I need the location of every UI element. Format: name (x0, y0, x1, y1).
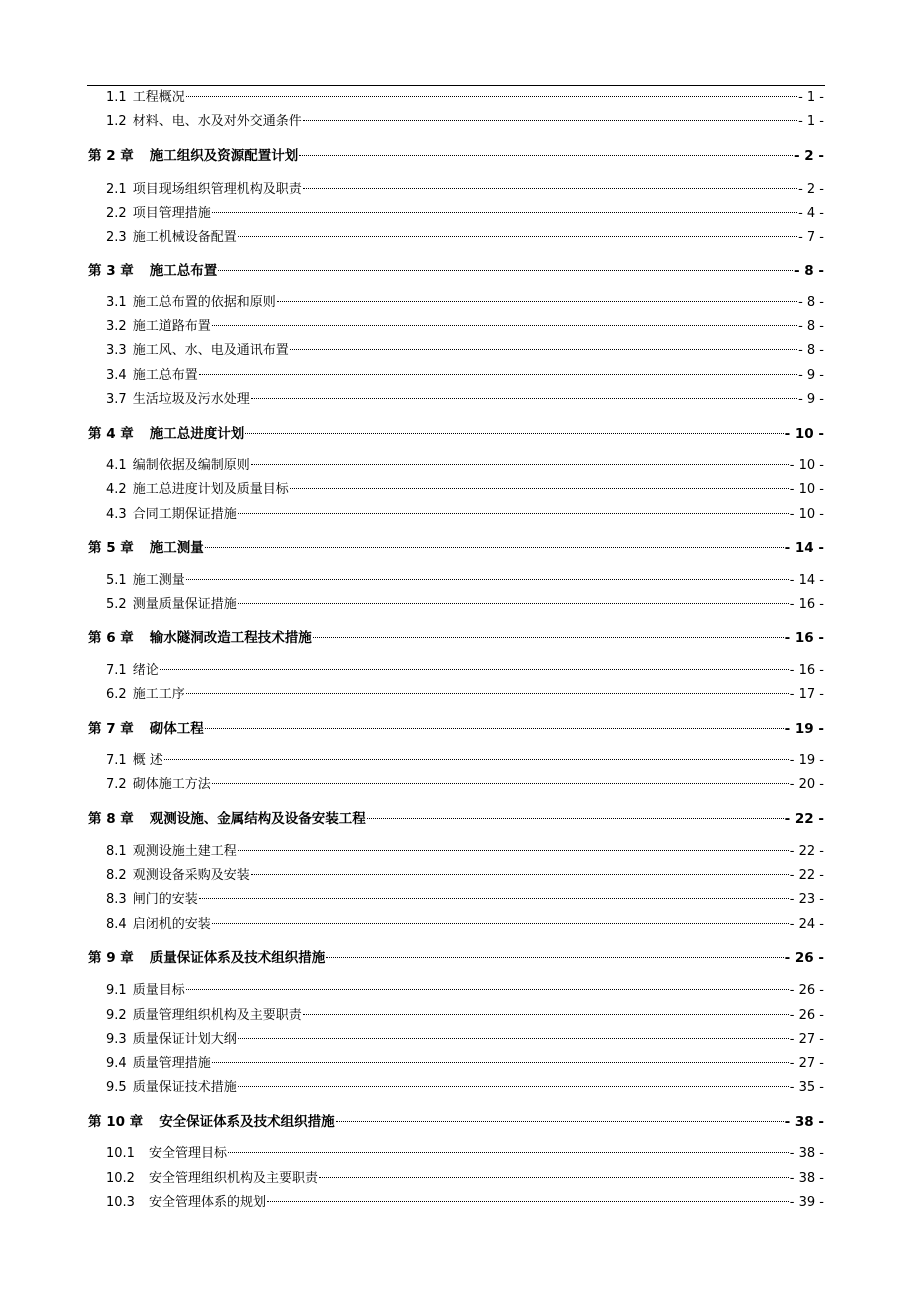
toc-section-entry[interactable] (106, 341, 824, 361)
toc-section-entry[interactable] (106, 366, 824, 386)
toc-number: 6.2 (106, 687, 127, 702)
toc-title: 施工总进度计划及质量目标 (132, 482, 289, 497)
toc-page-number: - 9 - (798, 392, 824, 407)
toc-section-entry[interactable] (106, 890, 824, 910)
toc-number: 5.1 (106, 573, 127, 588)
toc-title: 质量保证技术措施 (132, 1080, 237, 1095)
toc-title: 施工道路布置 (132, 319, 211, 334)
dot-leader (238, 603, 789, 604)
toc-title: 生活垃圾及污水处理 (132, 392, 250, 407)
toc-number: 7.2 (106, 777, 127, 792)
toc-number: 第 2 章 (88, 148, 134, 164)
dot-leader (367, 818, 784, 819)
toc-page-number: - 2 - (798, 182, 824, 197)
toc-title: 安全管理体系的规划 (148, 1195, 266, 1210)
toc-number: 第 5 章 (88, 540, 134, 556)
toc-chapter-entry[interactable] (88, 948, 824, 968)
toc-number: 3.7 (106, 392, 127, 407)
toc-section-entry[interactable] (106, 456, 824, 476)
dot-leader (251, 398, 797, 399)
dot-leader (160, 669, 789, 670)
toc-page-number: - 8 - (798, 295, 824, 310)
toc-page-number: - 38 - (789, 1171, 824, 1186)
dot-leader (205, 547, 784, 548)
toc-title: 安全管理目标 (148, 1146, 227, 1161)
toc-page-number: - 10 - (789, 458, 824, 473)
toc-section-entry[interactable] (106, 981, 824, 1001)
toc-title: 闸门的安装 (132, 892, 198, 907)
dot-leader (277, 301, 797, 302)
toc-number: 1.2 (106, 114, 127, 129)
toc-number: 第 4 章 (88, 426, 134, 442)
toc-page-number: - 2 - (794, 148, 824, 164)
toc-number: 第 10 章 (88, 1114, 144, 1130)
toc-page-number: - 10 - (789, 482, 824, 497)
toc-page-number: - 23 - (789, 892, 824, 907)
dot-leader (186, 96, 797, 97)
toc-section-entry[interactable] (106, 915, 824, 935)
toc-title: 项目管理措施 (132, 206, 211, 221)
toc-title: 施工总布置的依据和原则 (132, 295, 276, 310)
toc-number: 7.1 (106, 663, 127, 678)
toc-title: 观测设施土建工程 (132, 844, 237, 859)
toc-section-entry[interactable] (106, 1054, 824, 1074)
toc-page-number: - 38 - (784, 1114, 824, 1130)
toc-section-entry[interactable] (106, 180, 824, 200)
toc-page-number: - 8 - (798, 343, 824, 358)
dot-leader (212, 783, 789, 784)
toc-title: 输水隧洞改造工程技术措施 (149, 630, 312, 646)
toc-section-entry[interactable] (106, 661, 824, 681)
toc-page-number: - 16 - (789, 597, 824, 612)
toc-title: 质量管理组织机构及主要职责 (132, 1008, 302, 1023)
toc-page-number: - 8 - (798, 319, 824, 334)
toc-page-number: - 9 - (798, 368, 824, 383)
toc-section-entry[interactable] (106, 390, 824, 410)
toc-title: 启闭机的安装 (132, 917, 211, 932)
dot-leader (212, 1062, 789, 1063)
dot-leader (336, 1121, 784, 1122)
toc-title: 质量目标 (132, 983, 185, 998)
toc-title: 施工工序 (132, 687, 185, 702)
toc-section-entry[interactable] (106, 1030, 824, 1050)
toc-title: 编制依据及编制原则 (132, 458, 250, 473)
toc-section-entry[interactable] (106, 317, 824, 337)
toc-page-number: - 19 - (789, 753, 824, 768)
toc-section-entry[interactable] (106, 1169, 824, 1189)
dot-leader (290, 349, 797, 350)
toc-page-number: - 22 - (789, 868, 824, 883)
toc-number: 第 6 章 (88, 630, 134, 646)
dot-leader (299, 155, 793, 156)
toc-number: 8.2 (106, 868, 127, 883)
toc-title: 观测设备采购及安装 (132, 868, 250, 883)
toc-number: 8.4 (106, 917, 127, 932)
toc-section-entry[interactable] (106, 571, 824, 591)
toc-page-number: - 20 - (789, 777, 824, 792)
toc-chapter-entry[interactable] (88, 538, 824, 558)
toc-number: 5.2 (106, 597, 127, 612)
dot-leader (212, 325, 797, 326)
toc-number: 第 9 章 (88, 950, 134, 966)
toc-title: 材料、电、水及对外交通条件 (132, 114, 302, 129)
dot-leader (164, 759, 789, 760)
toc-title: 施工机械设备配置 (132, 230, 237, 245)
toc-page-number: - 10 - (784, 426, 824, 442)
toc-title: 概 述 (132, 753, 163, 768)
toc-page-number: - 1 - (798, 90, 824, 105)
dot-leader (303, 188, 797, 189)
toc-title: 施工组织及资源配置计划 (149, 148, 299, 164)
toc-page-number: - 16 - (784, 630, 824, 646)
toc-number: 2.2 (106, 206, 127, 221)
dot-leader (245, 433, 783, 434)
toc-title: 工程概况 (132, 90, 185, 105)
toc-title: 砌体施工方法 (132, 777, 211, 792)
toc-title: 测量质量保证措施 (132, 597, 237, 612)
toc-page-number: - 8 - (794, 263, 824, 279)
toc-section-entry[interactable] (106, 88, 824, 108)
dot-leader (186, 989, 789, 990)
toc-section-entry[interactable] (106, 293, 824, 313)
toc-number: 10.3 (106, 1195, 135, 1210)
toc-number: 2.1 (106, 182, 127, 197)
toc-section-entry[interactable] (106, 1144, 824, 1164)
toc-section-entry[interactable] (106, 112, 824, 132)
dot-leader (251, 464, 789, 465)
toc-title: 施工总进度计划 (149, 426, 245, 442)
dot-leader (267, 1201, 789, 1202)
toc-section-entry[interactable] (106, 1193, 824, 1213)
toc-number: 4.3 (106, 507, 127, 522)
toc-chapter-entry[interactable] (88, 809, 824, 829)
toc-section-entry[interactable] (106, 842, 824, 862)
toc-page-number: - 24 - (789, 917, 824, 932)
toc-number: 第 3 章 (88, 263, 134, 279)
toc-section-entry[interactable] (106, 1078, 824, 1098)
dot-leader (303, 120, 797, 121)
dot-leader (238, 513, 789, 514)
dot-leader (303, 1014, 789, 1015)
toc-page-number: - 14 - (789, 573, 824, 588)
toc-page-number: - 27 - (789, 1032, 824, 1047)
toc-page-number: - 22 - (784, 811, 824, 827)
toc-number: 8.3 (106, 892, 127, 907)
toc-title: 安全管理组织机构及主要职责 (148, 1171, 318, 1186)
toc-section-entry[interactable] (106, 228, 824, 248)
toc-chapter-entry[interactable] (88, 719, 824, 739)
dot-leader (186, 693, 789, 694)
toc-page-number: - 19 - (784, 721, 824, 737)
dot-leader (238, 236, 797, 237)
toc-page-number: - 39 - (789, 1195, 824, 1210)
toc-chapter-entry[interactable] (88, 424, 824, 444)
dot-leader (319, 1177, 789, 1178)
dot-leader (326, 957, 783, 958)
toc-number: 3.4 (106, 368, 127, 383)
dot-leader (290, 488, 789, 489)
toc-section-entry[interactable] (106, 505, 824, 525)
toc-number: 9.2 (106, 1008, 127, 1023)
toc-number: 4.2 (106, 482, 127, 497)
toc-title: 质量保证计划大纲 (132, 1032, 237, 1047)
toc-title: 合同工期保证措施 (132, 507, 237, 522)
toc-number: 2.3 (106, 230, 127, 245)
toc-page-number: - 10 - (789, 507, 824, 522)
dot-leader (251, 874, 789, 875)
toc-title: 项目现场组织管理机构及职责 (132, 182, 302, 197)
toc-number: 9.1 (106, 983, 127, 998)
toc-section-entry[interactable] (106, 866, 824, 886)
dot-leader (205, 728, 784, 729)
toc-number: 3.2 (106, 319, 127, 334)
toc-page-number: - 17 - (789, 687, 824, 702)
dot-leader (238, 850, 789, 851)
toc-page-number: - 7 - (798, 230, 824, 245)
toc-page-number: - 26 - (789, 1008, 824, 1023)
toc-chapter-entry[interactable] (88, 1112, 824, 1132)
toc-section-entry[interactable] (106, 775, 824, 795)
dot-leader (199, 898, 789, 899)
dot-leader (313, 637, 784, 638)
toc-number: 10.2 (106, 1171, 135, 1186)
toc-section-entry[interactable] (106, 685, 824, 705)
toc-page-number: - 4 - (798, 206, 824, 221)
toc-chapter-entry[interactable] (88, 261, 824, 281)
toc-number: 7.1 (106, 753, 127, 768)
toc-title: 施工测量 (132, 573, 185, 588)
dot-leader (212, 923, 789, 924)
toc-page-number: - 35 - (789, 1080, 824, 1095)
toc-title: 施工风、水、电及通讯布置 (132, 343, 289, 358)
toc-page-number: - 22 - (789, 844, 824, 859)
toc-number: 第 8 章 (88, 811, 134, 827)
dot-leader (238, 1086, 789, 1087)
toc-title: 质量保证体系及技术组织措施 (149, 950, 326, 966)
toc-number: 9.5 (106, 1080, 127, 1095)
toc-page-number: - 26 - (789, 983, 824, 998)
toc-title: 砌体工程 (149, 721, 204, 737)
dot-leader (228, 1152, 789, 1153)
toc-chapter-entry[interactable] (88, 628, 824, 648)
toc-number: 4.1 (106, 458, 127, 473)
toc-section-entry[interactable] (106, 751, 824, 771)
toc-chapter-entry[interactable] (88, 146, 824, 166)
toc-title: 安全保证体系及技术组织措施 (159, 1114, 335, 1130)
toc-section-entry[interactable] (106, 1006, 824, 1026)
dot-leader (186, 579, 789, 580)
toc-number: 10.1 (106, 1146, 135, 1161)
toc-page-number: - 16 - (789, 663, 824, 678)
toc-title: 质量管理措施 (132, 1056, 211, 1071)
toc-number: 3.3 (106, 343, 127, 358)
toc-title: 观测设施、金属结构及设备安装工程 (149, 811, 366, 827)
toc-number: 9.4 (106, 1056, 127, 1071)
toc-page-number: - 38 - (789, 1146, 824, 1161)
toc-number: 3.1 (106, 295, 127, 310)
toc-number: 第 7 章 (88, 721, 134, 737)
dot-leader (199, 374, 797, 375)
toc-section-entry[interactable] (106, 204, 824, 224)
toc-number: 9.3 (106, 1032, 127, 1047)
toc-page-number: - 26 - (784, 950, 824, 966)
toc-section-entry[interactable] (106, 595, 824, 615)
toc-page-number: - 27 - (789, 1056, 824, 1071)
toc-section-entry[interactable] (106, 480, 824, 500)
toc-page-number: - 14 - (784, 540, 824, 556)
dot-leader (218, 270, 793, 271)
toc-page-number: - 1 - (798, 114, 824, 129)
toc-title: 施工测量 (149, 540, 204, 556)
dot-leader (212, 212, 797, 213)
toc-title: 施工总布置 (132, 368, 198, 383)
toc-title: 施工总布置 (149, 263, 218, 279)
dot-leader (238, 1038, 789, 1039)
toc-number: 8.1 (106, 844, 127, 859)
toc-number: 1.1 (106, 90, 127, 105)
toc-title: 绪论 (132, 663, 159, 678)
